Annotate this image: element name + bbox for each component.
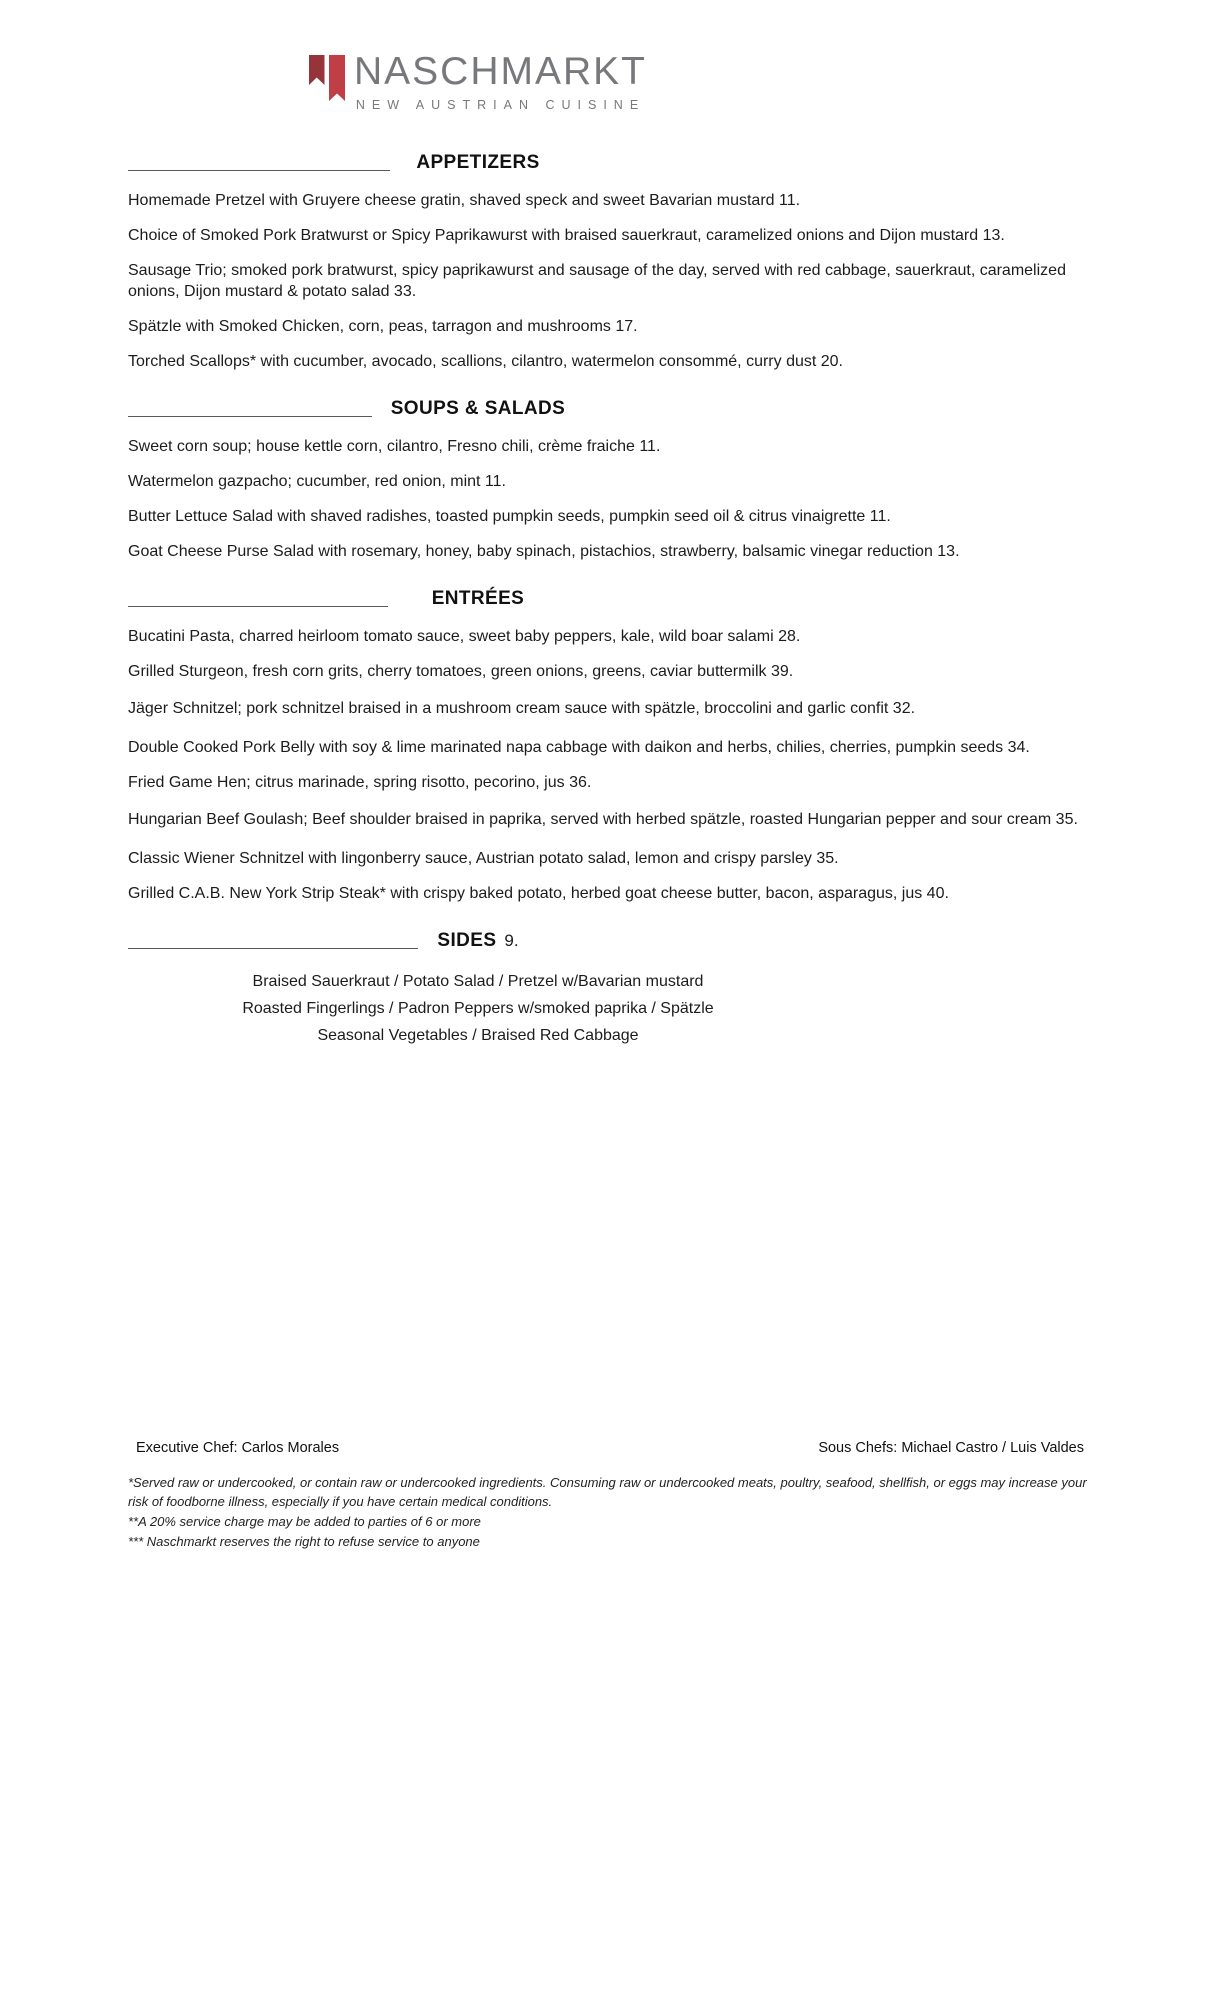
menu-item: Double Cooked Pork Belly with soy & lime marinated napa cabbage with daikon and herbs, chilies, cherries, pumpkin seeds 34. [128, 739, 1030, 756]
menu-item: Butter Lettuce Salad with shaved radishes, toasted pumpkin seeds, pumpkin seed oil & citrus vinaigrette 11. [128, 508, 891, 525]
menu-item: Homemade Pretzel with Gruyere cheese gratin, shaved speck and sweet Bavarian mustard 11. [128, 192, 801, 209]
section-title: SOUPS & SALADS [390, 398, 566, 419]
section-sides [128, 928, 1086, 1049]
menu-item: Sausage Trio; smoked pork bratwurst, spicy paprikawurst and sausage of the day, served with red cabbage, sauerkraut, caramelized onions, Dijon mustard & potato salad 33. [128, 262, 1066, 300]
disclaimers [128, 1473, 1090, 1552]
heading-rule [128, 606, 388, 607]
disclaimer-raw-undercooked: *Served raw or undercooked, or contain raw or undercooked ingredients. Consuming raw or undercooked meats, poultry, seafood, shellfish, or eggs may increase your risk of foodborne illness, especially if you have certain medical conditions. [128, 1475, 1087, 1509]
heading-rule [128, 170, 390, 171]
heading-rule [128, 948, 418, 949]
sous-chefs: Sous Chefs: Michael Castro / Luis Valdes [818, 1440, 1084, 1456]
menu-item: Spätzle with Smoked Chicken, corn, peas, tarragon and mushrooms 17. [128, 318, 638, 335]
brand-header [128, 52, 828, 112]
disclaimer-refuse-service: *** Naschmarkt reserves the right to refuse service to anyone [128, 1534, 480, 1549]
menu-item: Grilled Sturgeon, fresh corn grits, cherry tomatoes, green onions, greens, caviar buttermilk 39. [128, 663, 794, 680]
sides-line: Seasonal Vegetables / Braised Red Cabbage [317, 1027, 639, 1044]
menu-item: Jäger Schnitzel; pork schnitzel braised in a mushroom cream sauce with spätzle, broccolini and garlic confit 32. [128, 700, 916, 717]
naschmarkt-logo-icon [309, 55, 345, 107]
section-title: SIDES [437, 930, 497, 951]
menu-item: Classic Wiener Schnitzel with lingonberry sauce, Austrian potato salad, lemon and crispy parsley 35. [128, 850, 839, 867]
menu-item: Goat Cheese Purse Salad with rosemary, honey, baby spinach, pistachios, strawberry, balsamic vinegar reduction 13. [128, 543, 960, 560]
menu-item: Torched Scallops* with cucumber, avocado, scallions, cilantro, watermelon consommé, curry dust 20. [128, 353, 843, 370]
brand-name: NASCHMARKT [353, 50, 648, 93]
menu-item: Sweet corn soup; house kettle corn, cilantro, Fresno chili, crème fraiche 11. [128, 438, 661, 455]
menu-item: Fried Game Hen; citrus marinade, spring risotto, pecorino, jus 36. [128, 774, 592, 791]
section-appetizers [128, 150, 1086, 372]
sides-price: 9. [504, 931, 519, 950]
section-soups-salads [128, 396, 1086, 562]
section-entrees [128, 586, 1086, 904]
section-heading [128, 396, 828, 422]
menu-item: Hungarian Beef Goulash; Beef shoulder braised in paprika, served with herbed spätzle, roasted Hungarian pepper and sour cream 35. [128, 811, 1078, 828]
menu-item: Grilled C.A.B. New York Strip Steak* with crispy baked potato, herbed goat cheese butter, bacon, asparagus, jus 40. [128, 885, 949, 902]
section-heading [128, 586, 828, 612]
menu-item: Watermelon gazpacho; cucumber, red onion, mint 11. [128, 473, 506, 490]
executive-chef: Executive Chef: Carlos Morales [136, 1440, 340, 1456]
disclaimer-service-charge: **A 20% service charge may be added to parties of 6 or more [128, 1514, 481, 1529]
heading-rule [128, 416, 372, 417]
chefs-row [136, 1440, 1084, 1456]
section-title: APPETIZERS [416, 152, 540, 173]
menu-item: Bucatini Pasta, charred heirloom tomato sauce, sweet baby peppers, kale, wild boar salami 28. [128, 628, 801, 645]
brand-tagline: NEW AUSTRIAN CUISINE [355, 98, 646, 112]
section-heading [128, 150, 828, 176]
section-title: ENTRÉES [431, 588, 525, 609]
section-heading [128, 928, 828, 954]
sides-line: Braised Sauerkraut / Potato Salad / Pretzel w/Bavarian mustard [252, 973, 704, 990]
menu-item: Choice of Smoked Pork Bratwurst or Spicy Paprikawurst with braised sauerkraut, caramelized onions and Dijon mustard 13. [128, 227, 1005, 244]
sides-line: Roasted Fingerlings / Padron Peppers w/smoked paprika / Spätzle [242, 1000, 714, 1017]
